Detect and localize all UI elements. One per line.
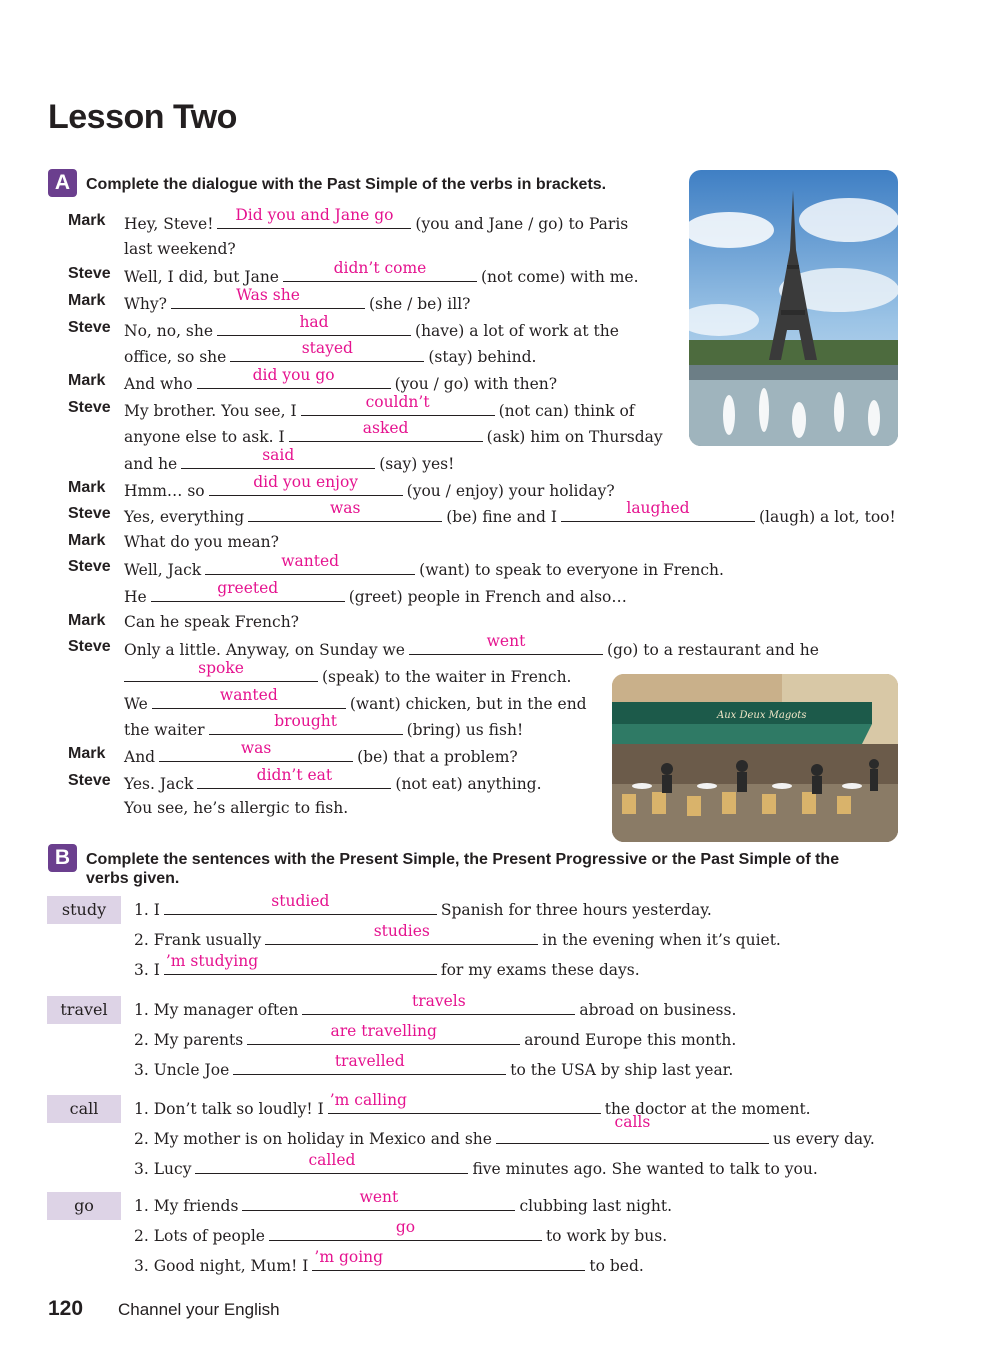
- answer-blank[interactable]: [151, 579, 345, 602]
- answer-blank[interactable]: [265, 922, 538, 945]
- answer-blank[interactable]: [283, 259, 477, 282]
- answer-blank[interactable]: [247, 1022, 520, 1045]
- answer-blank[interactable]: [195, 1151, 468, 1174]
- speaker-label: Mark: [68, 612, 106, 629]
- answer-blank[interactable]: [197, 766, 391, 789]
- answer-text: ’m studying: [165, 952, 259, 970]
- book-title: Channel your English: [118, 1300, 280, 1319]
- speaker-label: Mark: [68, 745, 106, 762]
- answer-blank[interactable]: [181, 446, 375, 469]
- answer-blank[interactable]: [164, 952, 437, 975]
- dialogue-line: And was (be) that a problem?: [124, 739, 518, 766]
- answer-text: had: [299, 313, 329, 331]
- exercise-item: 1. I studied Spanish for three hours yesterday.: [134, 892, 712, 919]
- answer-blank[interactable]: [205, 552, 415, 575]
- answer-text: did you go: [252, 366, 335, 384]
- answer-text: went: [486, 632, 526, 650]
- answer-blank[interactable]: [269, 1218, 542, 1241]
- dialogue-line: You see, he’s allergic to fish.: [124, 799, 349, 817]
- answer-text: called: [308, 1151, 356, 1169]
- answer-text: stayed: [301, 339, 353, 357]
- dialogue-line: Yes, everything was (be) fine and I laughed (laugh) a lot, too!: [124, 499, 896, 526]
- verb-box-go: go: [47, 1192, 121, 1220]
- answer-blank[interactable]: [561, 499, 755, 522]
- answer-text: greeted: [217, 579, 279, 597]
- section-b-instruction-line2: verbs given.: [86, 870, 180, 887]
- answer-blank[interactable]: [312, 1248, 585, 1271]
- dialogue-line: What do you mean?: [124, 533, 279, 551]
- answer-text: ’m calling: [329, 1091, 407, 1109]
- speaker-label: Steve: [68, 772, 111, 789]
- dialogue-line: Why? Was she (she / be) ill?: [124, 286, 471, 313]
- answer-text: brought: [274, 712, 337, 730]
- dialogue-line: anyone else to ask. I asked (ask) him on Thursday: [124, 419, 663, 446]
- dialogue-line: And who did you go (you / go) with then?: [124, 366, 558, 393]
- cafe-sign: Aux Deux Magots: [717, 710, 807, 721]
- dialogue-line: office, so she stayed (stay) behind.: [124, 339, 537, 366]
- answer-blank[interactable]: [409, 632, 603, 655]
- answer-text: studied: [271, 892, 330, 910]
- answer-text: spoke: [198, 659, 244, 677]
- answer-blank[interactable]: [152, 686, 346, 709]
- answer-blank[interactable]: [197, 366, 391, 389]
- dialogue-line: He greeted (greet) people in French and also…: [124, 579, 627, 606]
- answer-text: Did you and Jane go: [235, 206, 394, 224]
- speaker-label: Steve: [68, 319, 111, 336]
- answer-text: go: [395, 1218, 416, 1236]
- answer-text: wanted: [281, 552, 340, 570]
- dialogue-line: Hey, Steve! Did you and Jane go (you and Jane / go) to Paris: [124, 206, 629, 233]
- answer-blank[interactable]: [301, 393, 495, 416]
- exercise-item: 1. Don’t talk so loudly! I ’m calling the doctor at the moment.: [134, 1091, 811, 1118]
- exercise-item: 2. My parents are travelling around Europe this month.: [134, 1022, 737, 1049]
- section-b-instruction-line1: Complete the sentences with the Present Simple, the Present Progressive or the Past Simple of the: [86, 851, 840, 868]
- answer-text: travels: [411, 992, 466, 1010]
- dialogue-line: and he said (say) yes!: [124, 446, 455, 473]
- speaker-label: Steve: [68, 558, 111, 575]
- exercise-item: 2. Lots of people go to work by bus.: [134, 1218, 668, 1245]
- dialogue-line: Only a little. Anyway, on Sunday we went (go) to a restaurant and he: [124, 632, 819, 659]
- answer-blank[interactable]: [164, 892, 437, 915]
- answer-blank[interactable]: [233, 1052, 506, 1075]
- dialogue-line: Well, Jack wanted (want) to speak to everyone in French.: [124, 552, 724, 579]
- answer-text: did you enjoy: [253, 473, 359, 491]
- answer-blank[interactable]: [248, 499, 442, 522]
- exercise-item: 3. Good night, Mum! I ’m going to bed.: [134, 1248, 644, 1275]
- answer-blank[interactable]: [289, 419, 483, 442]
- answer-blank[interactable]: [217, 206, 411, 229]
- speaker-label: Mark: [68, 532, 106, 549]
- speaker-label: Mark: [68, 212, 106, 229]
- answer-text: ’m going: [314, 1248, 384, 1266]
- answer-blank[interactable]: [159, 739, 353, 762]
- answer-blank[interactable]: [242, 1188, 515, 1211]
- speaker-label: Steve: [68, 638, 111, 655]
- speaker-label: Steve: [68, 399, 111, 416]
- dialogue-line: Yes. Jack didn’t eat (not eat) anything.: [124, 766, 542, 793]
- exercise-item: 3. Uncle Joe travelled to the USA by ship last year.: [134, 1052, 734, 1079]
- dialogue-line: last weekend?: [124, 240, 236, 258]
- dialogue-line: Well, I did, but Jane didn’t come (not come) with me.: [124, 259, 639, 286]
- verb-box-travel: travel: [47, 996, 121, 1024]
- answer-blank[interactable]: [328, 1091, 601, 1114]
- speaker-label: Mark: [68, 479, 106, 496]
- section-a-badge: A: [48, 169, 77, 197]
- exercise-item: 3. Lucy called five minutes ago. She wanted to talk to you.: [134, 1151, 818, 1178]
- dialogue-line: Can he speak French?: [124, 613, 299, 631]
- answer-text: went: [359, 1188, 399, 1206]
- dialogue-line: No, no, she had (have) a lot of work at the: [124, 313, 619, 340]
- dialogue-line: Hmm… so did you enjoy (you / enjoy) your holiday?: [124, 473, 615, 500]
- answer-text: didn’t come: [333, 259, 427, 277]
- exercise-item: 2. Frank usually studies in the evening when it’s quiet.: [134, 922, 781, 949]
- dialogue-line: spoke (speak) to the waiter in French.: [120, 665, 571, 687]
- exercise-item: 1. My manager often travels abroad on business.: [134, 992, 737, 1019]
- speaker-label: Mark: [68, 372, 106, 389]
- answer-text: calls: [614, 1113, 651, 1131]
- verb-box-study: study: [47, 896, 121, 924]
- dialogue-line: My brother. You see, I couldn’t (not can) think of: [124, 393, 635, 420]
- eiffel-tower-photo: [689, 170, 898, 446]
- answer-text: asked: [362, 419, 409, 437]
- exercise-item: 2. My mother is on holiday in Mexico and she calls us every day.: [134, 1113, 875, 1148]
- speaker-label: Mark: [68, 292, 106, 309]
- answer-text: are travelling: [330, 1022, 437, 1040]
- answer-blank[interactable]: [124, 659, 318, 682]
- answer-text: said: [262, 446, 295, 464]
- section-b-badge: B: [48, 844, 77, 872]
- page-number: 120: [48, 1297, 84, 1320]
- answer-blank[interactable]: [217, 313, 411, 336]
- exercise-item: 3. I ’m studying for my exams these days.: [134, 952, 640, 979]
- answer-text: was: [240, 739, 272, 757]
- verb-box-call: call: [47, 1095, 121, 1123]
- speaker-label: Steve: [68, 505, 111, 522]
- answer-text: Was she: [236, 286, 300, 304]
- answer-blank[interactable]: [230, 339, 424, 362]
- speaker-label: Steve: [68, 265, 111, 282]
- section-a-instruction: Complete the dialogue with the Past Simple of the verbs in brackets.: [86, 176, 607, 193]
- answer-blank[interactable]: [496, 1113, 769, 1144]
- answer-blank[interactable]: [302, 992, 575, 1015]
- answer-blank[interactable]: [209, 473, 403, 496]
- page-title: Lesson Two: [48, 98, 237, 136]
- answer-blank[interactable]: [209, 712, 403, 735]
- dialogue-line: the waiter brought (bring) us fish!: [124, 712, 524, 739]
- answer-text: didn’t eat: [256, 766, 333, 784]
- answer-text: wanted: [219, 686, 278, 704]
- answer-text: travelled: [334, 1052, 405, 1070]
- exercise-item: 1. My friends went clubbing last night.: [134, 1188, 673, 1215]
- cafe-photo: [612, 674, 898, 842]
- answer-text: was: [329, 499, 361, 517]
- answer-text: laughed: [626, 499, 690, 517]
- answer-blank[interactable]: [171, 286, 365, 309]
- answer-text: couldn’t: [365, 393, 430, 411]
- answer-text: studies: [373, 922, 430, 940]
- dialogue-line: We wanted (want) chicken, but in the end: [124, 686, 587, 713]
